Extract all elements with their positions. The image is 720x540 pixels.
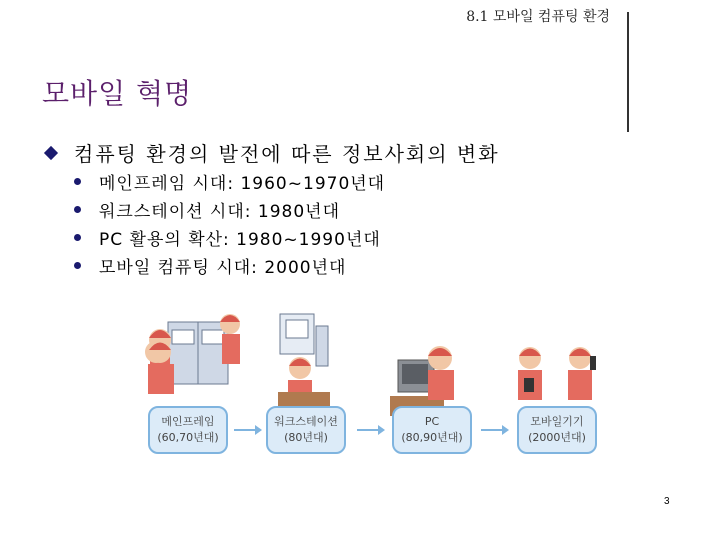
list-item	[74, 223, 385, 251]
stage-period: (80,90년대)	[401, 431, 463, 444]
dot-bullet-icon	[74, 234, 81, 241]
arrow-right-icon	[356, 423, 386, 437]
stage-name: 모바일기기	[530, 415, 584, 428]
section-header: 8.1 모바일 컴퓨팅 환경	[466, 9, 610, 25]
dot-bullet-icon	[74, 262, 81, 269]
list-item	[74, 167, 385, 195]
diamond-bullet-icon	[44, 145, 58, 159]
mainframe-illustration	[145, 314, 240, 394]
sub-bullet-list	[74, 167, 385, 279]
stage-name: PC	[424, 415, 440, 428]
stage-name: 메인프레임	[161, 415, 215, 428]
mobile-illustration	[518, 347, 596, 400]
main-bullet	[46, 138, 500, 167]
slide-title: 모바일 혁명	[42, 77, 193, 110]
list-item	[74, 251, 385, 279]
arrow-right-icon	[480, 423, 510, 437]
stage-box-mainframe	[148, 406, 228, 454]
sub-bullet-text: 모바일 컴퓨팅 시대: 2000년대	[99, 257, 347, 278]
dot-bullet-icon	[74, 178, 81, 185]
list-item	[74, 195, 385, 223]
stage-period: (80년대)	[284, 431, 328, 444]
header-divider	[627, 12, 629, 132]
sub-bullet-text: PC 활용의 확산: 1980~1990년대	[99, 229, 381, 250]
sub-bullet-text: 워크스테이션 시대: 1980년대	[99, 201, 341, 222]
stage-box-workstation	[266, 406, 346, 454]
stage-period: (2000년대)	[528, 431, 586, 444]
stage-period: (60,70년대)	[157, 431, 219, 444]
sub-bullet-text: 메인프레임 시대: 1960~1970년대	[99, 173, 386, 194]
dot-bullet-icon	[74, 206, 81, 213]
stage-box-pc	[392, 406, 472, 454]
stage-name: 워크스테이션	[274, 415, 338, 428]
stage-box-mobile	[517, 406, 597, 454]
workstation-illustration	[278, 314, 330, 408]
main-bullet-text: 컴퓨팅 환경의 발전에 따른 정보사회의 변화	[74, 142, 500, 166]
arrow-right-icon	[233, 423, 263, 437]
page-number: 3	[664, 496, 670, 507]
